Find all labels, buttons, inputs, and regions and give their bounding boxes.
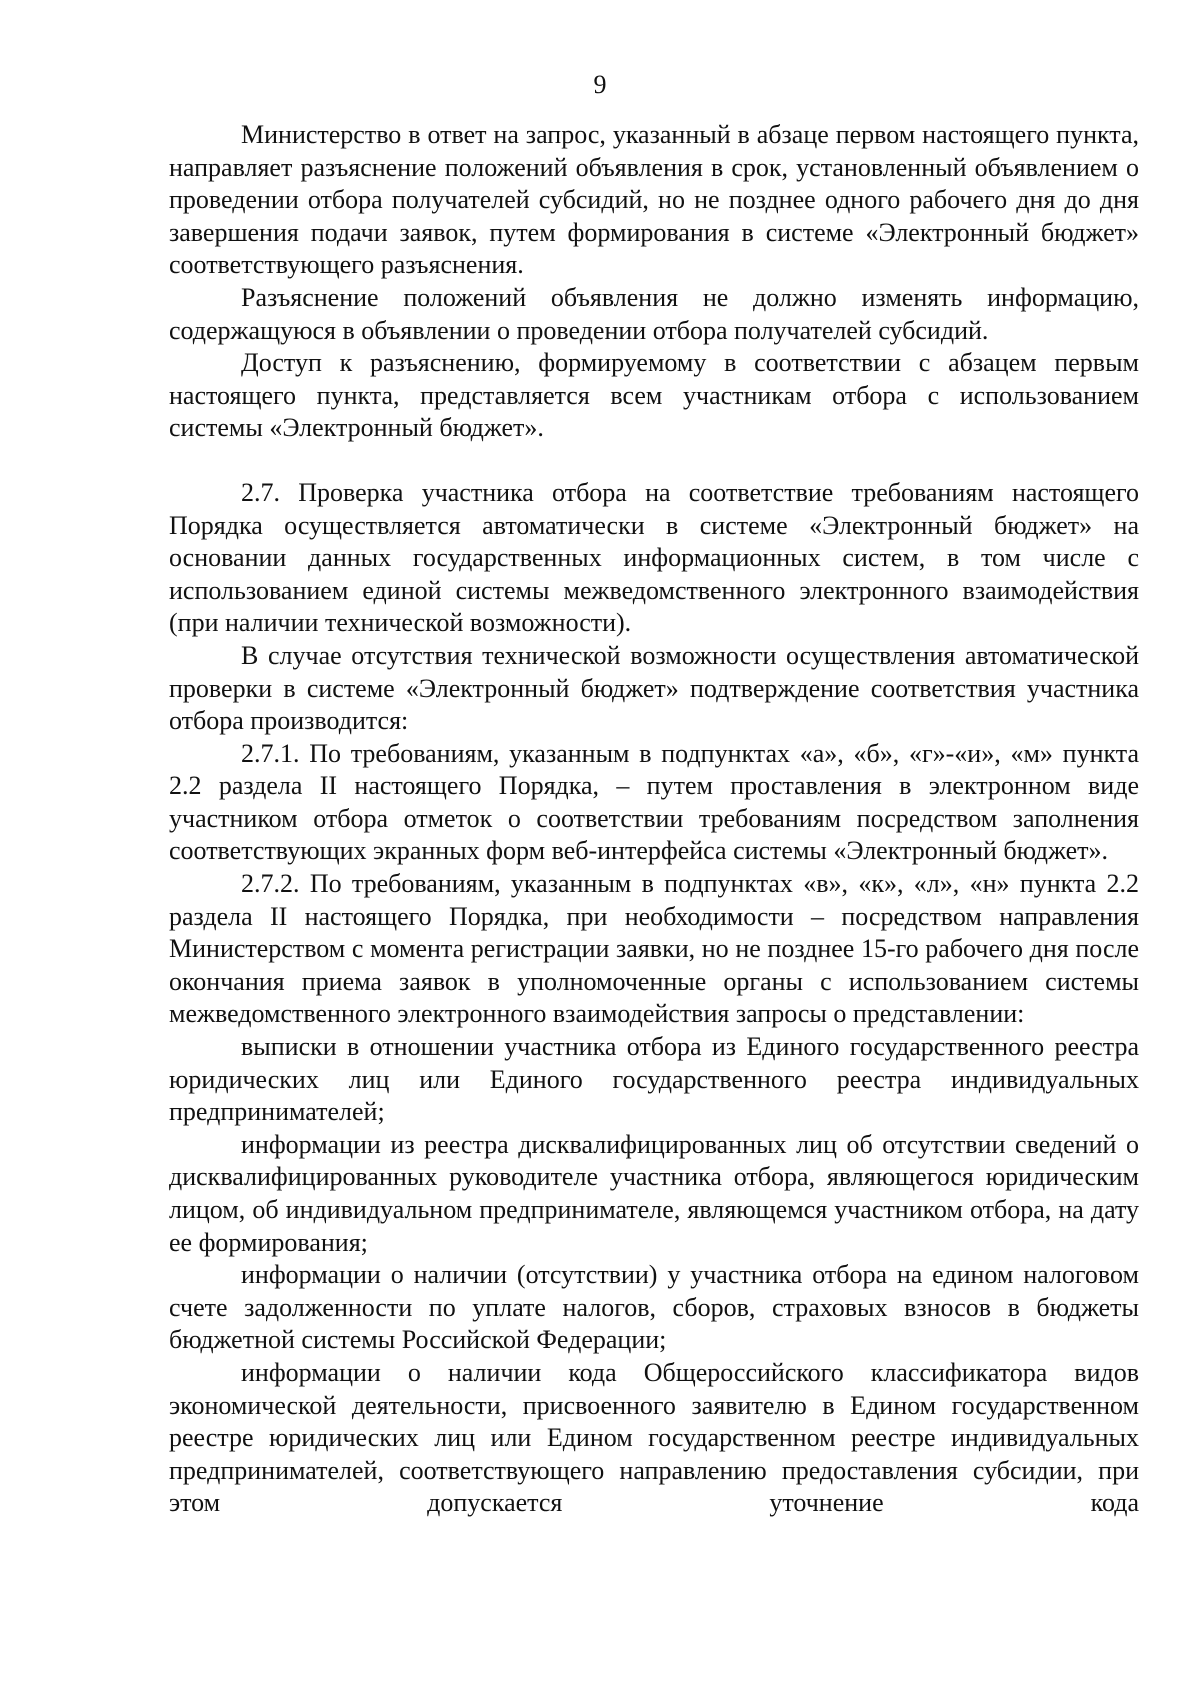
document-body: [169, 119, 1139, 1520]
paragraph: Разъяснение положений объявления не должно изменять информацию, содержащуюся в объявлении о проведении отбора получателей субсидий.: [169, 282, 1139, 345]
list-item: информации из реестра дисквалифицированных лиц об отсутствии сведений о дисквалифицированных руководителе участника отбора, являющегося юридическим лицом, об индивидуальном предпринимателе, являющемся участником отбора, на дату ее формирования;: [169, 1129, 1139, 1257]
page-number: 9: [593, 70, 607, 99]
paragraph-spacer: [169, 445, 1139, 477]
paragraph-section-2-7: 2.7. Проверка участника отбора на соответствие требованиям настоящего Порядка осуществляется автоматически в системе «Электронный бюджет» на основании данных государственных информационных систем, в том числе с использованием единой системы межведомственного электронного взаимодействия (при наличии технической возможности).: [169, 477, 1139, 638]
paragraph-section-2-7-2: 2.7.2. По требованиям, указанным в подпунктах «в», «к», «л», «н» пункта 2.2 раздела II настоящего Порядка, при необходимости – посредством направления Министерством с момента регистрации заявки, но не позднее 15-го рабочего дня после окончания приема заявок в уполномоченные органы с использованием системы межведомственного электронного взаимодействия запросы о представлении:: [169, 869, 1139, 1029]
list-item: информации о наличии (отсутствии) у участника отбора на едином налоговом счете задолженности по уплате налогов, сборов, страховых взносов в бюджеты бюджетной системы Российской Федерации;: [169, 1260, 1139, 1355]
paragraph: В случае отсутствия технической возможности осуществления автоматической проверки в системе «Электронный бюджет» подтверждение соответствия участника отбора производится:: [169, 640, 1139, 736]
paragraph: Доступ к разъяснению, формируемому в соответствии с абзацем первым настоящего пункта, представляется всем участникам отбора с использованием системы «Электронный бюджет».: [169, 348, 1139, 443]
list-item: выписки в отношении участника отбора из Единого государственного реестра юридических лиц или Единого государственного реестра индивидуальных предпринимателей;: [169, 1032, 1139, 1127]
paragraph: Министерство в ответ на запрос, указанный в абзаце первом настоящего пункта, направляет разъяснение положений объявления в срок, установленный объявлением о проведении отбора получателей субсидий, но не позднее одного рабочего дня до дня завершения подачи заявок, путем формирования в системе «Электронный бюджет» соответствующего разъяснения.: [169, 120, 1139, 280]
paragraph-section-2-7-1: 2.7.1. По требованиям, указанным в подпунктах «а», «б», «г»-«и», «м» пункта 2.2 раздела II настоящего Порядка, – путем проставления в электронном виде участником отбора отметок о соответствии требованиям посредством заполнения соответствующих экранных форм веб-интерфейса системы «Электронный бюджет».: [169, 738, 1139, 866]
list-item: информации о наличии кода Общероссийского классификатора видов экономической деятельности, присвоенного заявителю в Едином государственном реестре юридических лиц или Едином государственном реестре индивидуальных предпринимателей, соответствующего направлению предоставления субсидии, при этом допускается уточнение кода: [169, 1357, 1139, 1518]
